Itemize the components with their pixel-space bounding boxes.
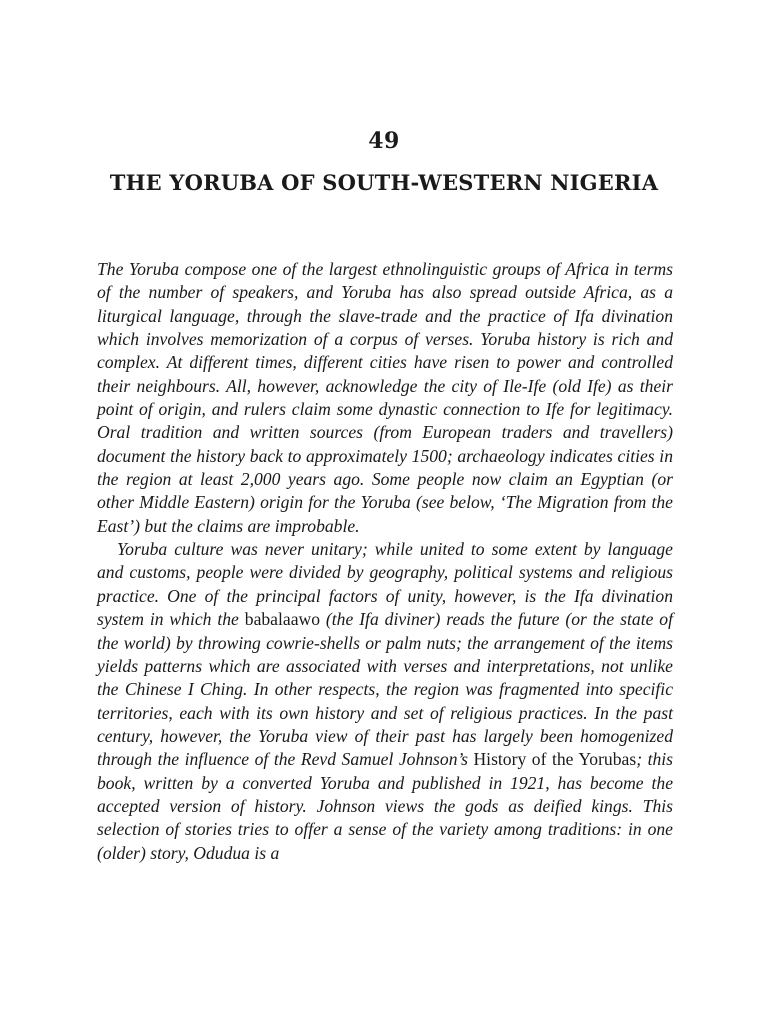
paragraph-2-text-b: (the Ifa diviner) reads the future (or the state of the world) by throwing cowrie-shells or palm nuts; the arrangement of the items yields patterns which are associated with verses and interpretations, not unlike the Chinese I Ching. In other respects, the region was fragmented into specific territories, each with its own history and set of religious practices. In the past century, however, the Yoruba view of their past has largely been homogenized through the influence of the Revd Samuel Johnson’s [97, 609, 673, 770]
paragraph-1: The Yoruba compose one of the largest ethnolinguistic groups of Africa in terms of the number of speakers, and Yoruba has also spread outside Africa, as a liturgical language, through the slave-trade and the practice of Ifa divination which involves memorization of a corpus of verses. Yoruba history is rich and complex. At different times, different cities have risen to power and controlled their neighbours. All, however, acknowledge the city of Ile-Ife (old Ife) as their point of origin, and rulers claim some dynastic connection to Ife for legitimacy. Oral tradition and written sources (from European traders and travellers) document the history back to approximately 1500; archaeology indicates cities in the region at least 2,000 years ago. Some people now claim an Egyptian (or other Middle Eastern) origin for the Yoruba (see below, ‘The Migration from the East’) but the claims are improbable. [97, 259, 673, 536]
book-title-history-of-the-yorubas: History of the Yorubas [473, 749, 637, 770]
paragraph-2 [97, 538, 673, 865]
paragraph-2-text-c: ; this book, written by a converted Yoruba and published in 1921, has become the accepted version of history. Johnson views the gods as deified kings. This selection of stories tries to offer a sense of the variety among traditions: in one (older) story, Odudua is a [97, 749, 673, 863]
chapter-number: 49 [368, 128, 400, 154]
term-babalaawo: babalaawo [244, 609, 321, 630]
chapter-title: THE YORUBA OF SOUTH-WESTERN NIGERIA [109, 170, 659, 195]
chapter-body [97, 258, 673, 865]
paragraph-2-text-a: Yoruba culture was never unitary; while united to some extent by language and customs, people were divided by geography, political systems and religious practice. One of the principal factors of unity, however, is the Ifa divination system in which the [97, 539, 673, 630]
